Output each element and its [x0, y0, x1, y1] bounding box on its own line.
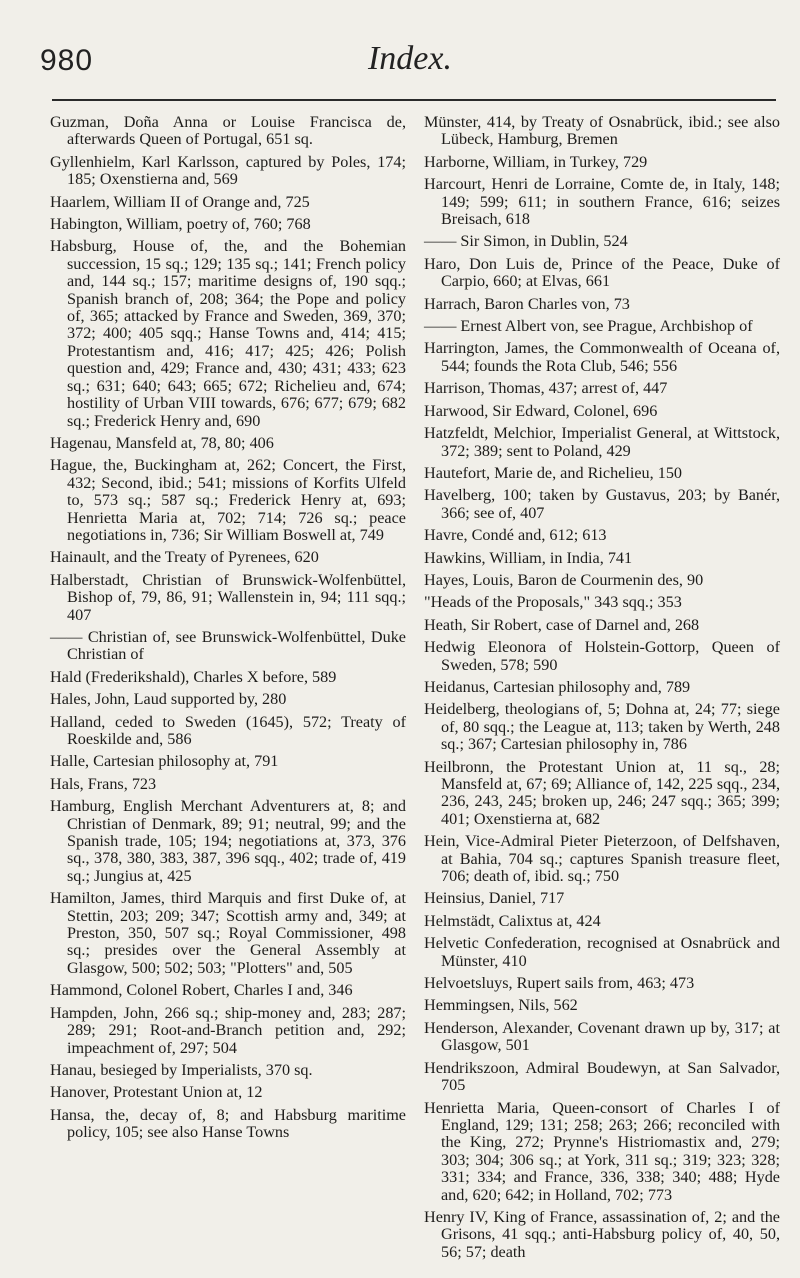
index-entry: Halberstadt, Christian of Brunswick-Wolfenbüttel, Bishop of, 79, 86, 91; Wallenstein in, 94; 111 sqq.; 407	[50, 570, 406, 624]
index-entry: Hals, Frans, 723	[50, 774, 157, 793]
index-entry: Harcourt, Henri de Lorraine, Comte de, in Italy, 148; 149; 599; 611; in southern France, 616; seizes Breisach, 618	[424, 175, 780, 229]
index-entry: Hautefort, Marie de, and Richelieu, 150	[424, 463, 683, 482]
index-entry: Hemmingsen, Nils, 562	[424, 996, 578, 1015]
index-entry: Heidelberg, theologians of, 5; Dohna at, 24; 77; siege of, 80 sqq.; the League at, 113; taken by Werth, 248 sq.; 367; Cartesian philosophy in, 786	[424, 700, 780, 754]
page-number: 980	[40, 44, 94, 77]
index-entry: Hales, John, Laud supported by, 280	[50, 690, 287, 709]
index-entry: Helvetic Confederation, recognised at Osnabrück and Münster, 410	[424, 934, 780, 970]
index-entry: —— Ernest Albert von, see Prague, Archbishop of	[424, 317, 753, 336]
index-entry: Haarlem, William II of Orange and, 725	[50, 192, 310, 211]
index-entry: Habsburg, House of, the, and the Bohemian succession, 15 sq.; 129; 135 sq.; 141; French policy and, 144 sq.; 157; maritime designs of, 190 sqq.; Spanish branch of, 208; 364; the Pope and policy of, 365; attacked by France and Sweden, 369, 370; 372; 400; 405 sqq.; Hanse Towns and, 414; 415; Protestantism and, 416; 417; 425; 426; Polish question and, 429; France and, 430; 431; 433; 623 sq.; 631; 640; 643; 665; 672; Richelieu and, 674; hostility of Urban VIII towards, 676; 677; 679; 682 sq.; Frederick Henry and, 690	[50, 237, 406, 430]
index-entry: Havre, Condé and, 612; 613	[424, 526, 607, 545]
right-column	[424, 114, 780, 1266]
index-entry: Habington, William, poetry of, 760; 768	[50, 215, 311, 234]
index-entry: Hague, the, Buckingham at, 262; Concert, the First, 432; Second, ibid.; 541; missions of Korfits Ulfeld to, 573 sq.; 587 sq.; Frederick Henry at, 693; Henrietta Maria at, 702; 714; 726 sq.; peace negotiations in, 736; Sir William Boswell at, 749	[50, 456, 406, 544]
index-entry: Haro, Don Luis de, Prince of the Peace, Duke of Carpio, 660; at Elvas, 661	[424, 254, 780, 291]
index-entry: Hanover, Protestant Union at, 12	[50, 1083, 263, 1102]
index-entry: Heilbronn, the Protestant Union at, 11 sq., 28; Mansfeld at, 67; 69; Alliance of, 142, 225 sqq., 234, 236, 243, 245; broken up, 246; 247 sqq.; 365; 399; 401; Oxenstierna at, 682	[424, 757, 780, 828]
index-entry: Harrington, James, the Commonwealth of Oceana of, 544; founds the Rota Club, 546; 556	[424, 339, 780, 375]
index-entry: Hagenau, Mansfeld at, 78, 80; 406	[50, 433, 274, 452]
running-title: Index.	[367, 40, 452, 77]
index-entry: Halle, Cartesian philosophy at, 791	[50, 752, 279, 771]
index-entry: Hanau, besieged by Imperialists, 370 sq.	[50, 1060, 313, 1079]
left-column	[50, 114, 406, 1147]
page-header	[40, 28, 780, 88]
index-entry: Helvoetsluys, Rupert sails from, 463; 473	[424, 974, 695, 993]
index-entry: Hainault, and the Treaty of Pyrenees, 620	[50, 548, 319, 567]
index-entry: Hammond, Colonel Robert, Charles I and, 346	[50, 981, 353, 1000]
header-rule	[52, 99, 776, 101]
index-entry: Heidanus, Cartesian philosophy and, 789	[424, 677, 691, 696]
index-entry: Henrietta Maria, Queen-consort of Charles I of England, 129; 131; 258; 263; 266; reconciled with the King, 272; Prynne's Histriomastix and, 279; 303; 304; 306 sq.; at York, 311 sq.; 319; 323; 328; 331; 334; and France, 336, 338; 340; 488; Hyde and, 620; 642; in Holland, 702; 773	[424, 1098, 780, 1204]
index-entry: Münster, 414, by Treaty of Osnabrück, ibid.; see also Lübeck, Hamburg, Bremen	[424, 113, 780, 149]
index-entry: Henry IV, King of France, assassination of, 2; and the Grisons, 41 sqq.; anti-Habsburg policy of, 40, 50, 56; 57; death	[424, 1207, 780, 1261]
index-entry: Hamburg, English Merchant Adventurers at, 8; and Christian of Denmark, 89; 91; neutral, 99; and the Spanish trade, 105; 194; negotiations at, 373, 376 sq., 378, 380, 383, 387, 396 sqq., 402; trade of, 419 sq.; Jungius at, 425	[50, 797, 406, 885]
index-entry: Havelberg, 100; taken by Gustavus, 203; by Banér, 366; see of, 407	[424, 486, 780, 522]
index-entry: Heath, Sir Robert, case of Darnel and, 268	[424, 615, 700, 634]
index-entry: Helmstädt, Calixtus at, 424	[424, 911, 601, 930]
index-entry: Harborne, William, in Turkey, 729	[424, 152, 648, 171]
index-entry: Harrach, Baron Charles von, 73	[424, 294, 630, 313]
index-entry: —— Christian of, see Brunswick-Wolfenbüttel, Duke Christian of	[50, 627, 406, 664]
index-entry: Harrison, Thomas, 437; arrest of, 447	[424, 379, 668, 398]
index-entry: —— Sir Simon, in Dublin, 524	[424, 232, 628, 251]
index-entry: Hampden, John, 266 sq.; ship-money and, 283; 287; 289; 291; Root-and-Branch petition and, 292; impeachment of, 297; 504	[50, 1003, 406, 1057]
index-entry: Heinsius, Daniel, 717	[424, 889, 565, 908]
index-entry: Henderson, Alexander, Covenant drawn up by, 317; at Glasgow, 501	[424, 1018, 780, 1055]
index-entry: Hein, Vice-Admiral Pieter Pieterzoon, of Delfshaven, at Bahia, 704 sq.; captures Spanish treasure fleet, 706; death of, ibid. sq.; 750	[424, 832, 780, 886]
index-entry: Hamilton, James, third Marquis and first Duke of, at Stettin, 203; 209; 347; Scottish army and, 349; at Preston, 350, 507 sq.; Royal Commissioner, 498 sq.; presides over the General Assembly at Glasgow, 500; 502; 503; "Plotters" and, 505	[50, 889, 406, 977]
index-entry: Hedwig Eleonora of Holstein-Gottorp, Queen of Sweden, 578; 590	[424, 638, 780, 674]
index-entry: Hawkins, William, in India, 741	[424, 548, 633, 567]
index-entry: Hatzfeldt, Melchior, Imperialist General, at Wittstock, 372; 389; sent to Poland, 429	[424, 424, 780, 460]
index-entry: Halland, ceded to Sweden (1645), 572; Treaty of Roeskilde and, 586	[50, 712, 406, 748]
index-entry: Guzman, Doña Anna or Louise Francisca de, afterwards Queen of Portugal, 651 sq.	[50, 113, 406, 149]
index-entry: Hansa, the, decay of, 8; and Habsburg maritime policy, 105; see also Hanse Towns	[50, 1105, 406, 1142]
index-entry: Hayes, Louis, Baron de Courmenin des, 90	[424, 570, 704, 589]
index-entry: "Heads of the Proposals," 343 sqq.; 353	[424, 593, 682, 612]
index-entry: Gyllenhielm, Karl Karlsson, captured by Poles, 174; 185; Oxenstierna and, 569	[50, 152, 406, 189]
index-entry: Harwood, Sir Edward, Colonel, 696	[424, 401, 658, 420]
index-entry: Hendrikszoon, Admiral Boudewyn, at San Salvador, 705	[424, 1058, 780, 1095]
index-entry: Hald (Frederikshald), Charles X before, 589	[50, 667, 337, 686]
